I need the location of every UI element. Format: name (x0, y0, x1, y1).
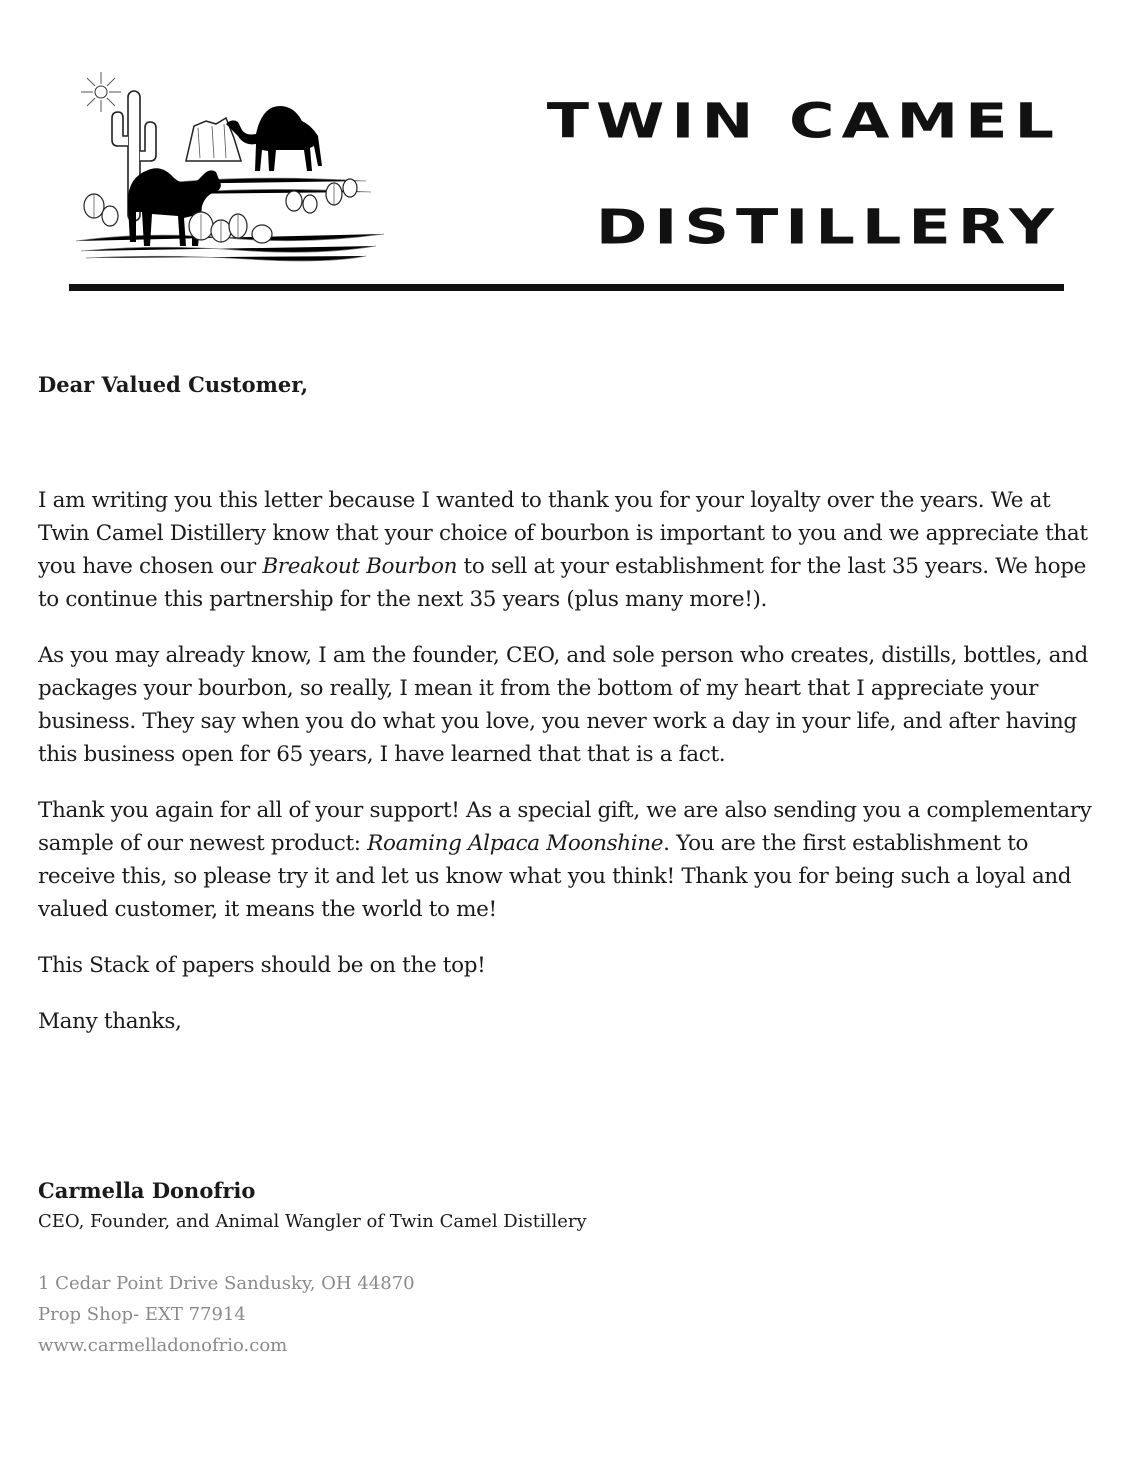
contact-website[interactable]: www.carmelladonofrio.com (38, 1335, 288, 1356)
paragraph-3 (38, 794, 1108, 926)
paragraph-1 (38, 484, 1108, 616)
paragraph-4: This Stack of papers should be on the top! (38, 953, 486, 978)
paragraph-1-start: I am writing you this letter because I wanted to thank you for your loyalty over the years. We at Twin Camel Distillery know that your choice of bourbon is important to you and we appreciate that you have chosen our (38, 488, 1088, 579)
product-name-moonshine: Roaming Alpaca Moonshine (367, 831, 664, 856)
sun-icon (81, 72, 121, 112)
desert-camels-illustration (66, 66, 384, 266)
distillery-brand-title (541, 68, 1061, 280)
brand-line-2: DISTILLERY (595, 198, 1061, 256)
paragraph-1-end: to sell at your establishment for the last 35 years. We hope to continue this partnership for the next 35 years (plus many more!). (38, 554, 1086, 612)
paragraph-3-end: . You are the first establishment to receive this, so please try it and let us know what you think! Thank you for being such a loyal and valued customer, it means the world to me! (38, 831, 1072, 922)
brand-line-1: TWIN CAMEL (546, 92, 1061, 150)
salutation: Dear Valued Customer, (38, 372, 309, 397)
contact-info (38, 1268, 415, 1361)
letter-body (38, 484, 1108, 1061)
product-name-bourbon: Breakout Bourbon (262, 554, 458, 579)
header-divider (69, 284, 1064, 291)
signoff: Many thanks, (38, 1009, 182, 1034)
paragraph-2: As you may already know, I am the founder, CEO, and sole person who creates, distills, bottles, and packages your bourbon, so really, I mean it from the bottom of my heart that I appreciate your business. They say when you do what you love, you never work a day in your life, and after having this business open for 65 years, I have learned that that is a fact. (38, 643, 1088, 767)
contact-address: 1 Cedar Point Drive Sandusky, OH 44870 (38, 1273, 415, 1294)
signature-block (38, 1178, 587, 1232)
signer-title: CEO, Founder, and Animal Wangler of Twin Camel Distillery (38, 1211, 587, 1232)
paragraph-3-start: Thank you again for all of your support! As a special gift, we are also sending you a complementary sample of our newest product: (38, 798, 1092, 856)
signer-name: Carmella Donofrio (38, 1178, 256, 1203)
contact-phone: Prop Shop- EXT 77914 (38, 1304, 246, 1325)
